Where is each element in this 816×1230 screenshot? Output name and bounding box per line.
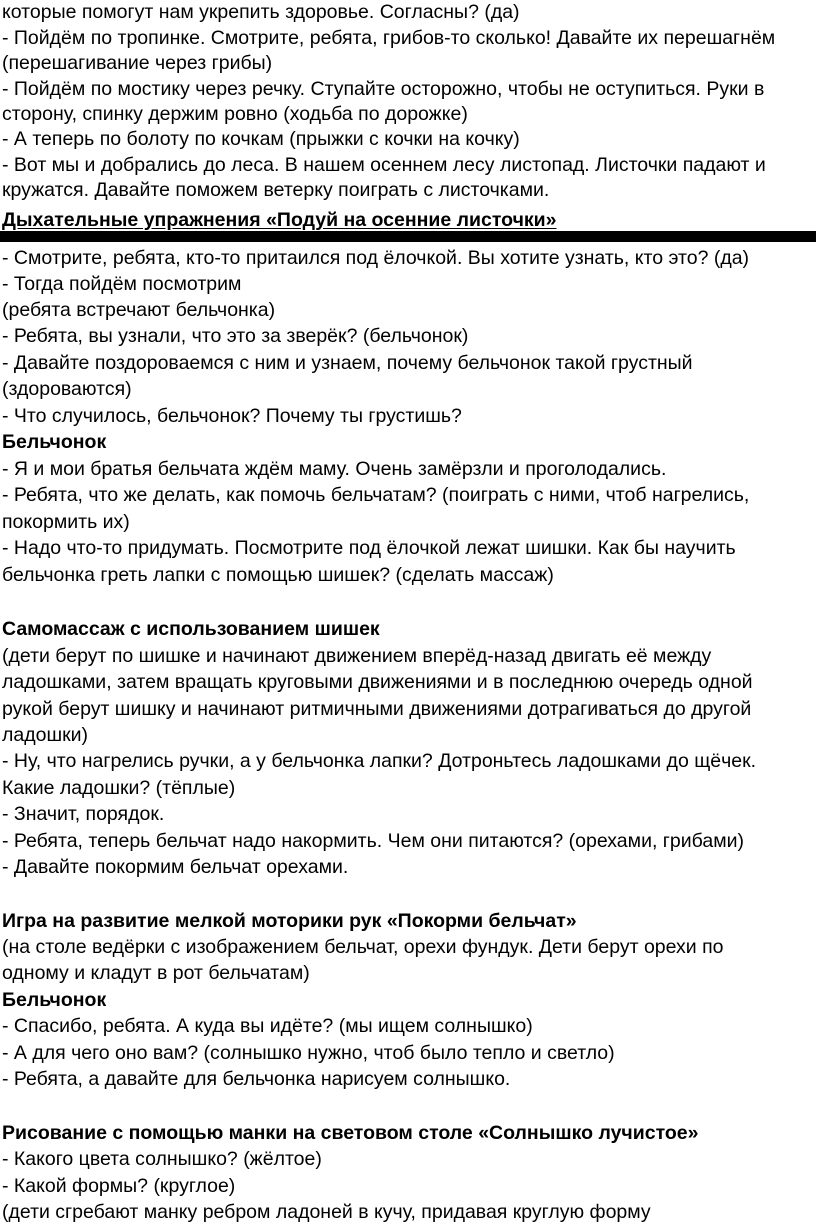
body-text-line: - Давайте покормим бельчат орехами. xyxy=(2,856,349,878)
body-text-line: - Ребята, вы узнали, что это за зверёк? (бельчонок) xyxy=(2,325,469,347)
section-heading-semolina-drawing: Рисование с помощью манки на световом столе «Солнышко лучистое» xyxy=(2,1122,699,1144)
speaker-label: Бельчонок xyxy=(2,431,107,453)
body-text-line: - Какой формы? (круглое) xyxy=(2,1175,236,1197)
body-text-line: - Спасибо, ребята. А куда вы идёте? (мы ищем солнышко) xyxy=(2,1015,533,1037)
body-text-line: Какие ладошки? (тёплые) xyxy=(2,777,236,799)
section-heading-breathing-exercises: Дыхательные упражнения «Подуй на осенние листочки» xyxy=(2,209,557,231)
body-text-line: - Я и мои братья бельчата ждём маму. Очень замёрзли и проголодались. xyxy=(2,458,667,480)
body-text-line: (здороваются) xyxy=(2,378,132,400)
body-text-line: - Ребята, что же делать, как помочь бельчатам? (поиграть с ними, чтоб нагрелись, xyxy=(2,484,750,506)
body-text-line: - А для чего оно вам? (солнышко нужно, чтоб было тепло и светло) xyxy=(2,1042,615,1064)
body-text-line: - Что случилось, бельчонок? Почему ты грустишь? xyxy=(2,405,462,427)
body-text-line: - Вот мы и добрались до леса. В нашем осеннем лесу листопад. Листочки падают и xyxy=(2,154,766,176)
body-text-line: которые помогут нам укрепить здоровье. Согласны? (да) xyxy=(2,1,520,23)
body-text-line: (дети сгребают манку ребром ладоней в кучу, придавая круглую форму xyxy=(2,1201,651,1223)
body-text-line: (дети берут по шишке и начинают движением вперёд-назад двигать её между xyxy=(2,645,712,667)
body-text-line: бельчонка греть лапки с помощью шишек? (сделать массаж) xyxy=(2,564,554,586)
body-text-line: - Ну, что нагрелись ручки, а у бельчонка лапки? Дотроньтесь ладошками до щёчек. xyxy=(2,750,757,772)
body-text-line: кружатся. Давайте поможем ветерку поиграть с листочками. xyxy=(2,179,550,201)
section-heading-self-massage: Самомассаж с использованием шишек xyxy=(2,618,380,640)
body-text-line: - Пойдём по мостику через речку. Ступайте осторожно, чтобы не оступиться. Руки в xyxy=(2,78,765,100)
body-text-line: - Ребята, теперь бельчат надо накормить. Чем они питаются? (орехами, грибами) xyxy=(2,830,744,852)
body-text-line: - Смотрите, ребята, кто-то притаился под ёлочкой. Вы хотите узнать, кто это? (да) xyxy=(2,247,750,269)
speaker-label: Бельчонок xyxy=(2,989,107,1011)
body-text-line: - Значит, порядок. xyxy=(2,803,165,825)
body-text-line: - Пойдём по тропинке. Смотрите, ребята, грибов-то сколько! Давайте их перешагнём xyxy=(2,27,776,49)
body-text-line: покормить их) xyxy=(2,511,130,533)
body-text-line: рукой берут шишку и начинают ритмичными движениями дотрагиваться до другой xyxy=(2,698,752,720)
body-text-line: ладошками, затем вращать круговыми движениями и в последнюю очередь одной xyxy=(2,671,753,693)
horizontal-rule xyxy=(0,231,816,242)
body-text-line: - Надо что-то придумать. Посмотрите под ёлочкой лежат шишки. Как бы научить xyxy=(2,537,736,559)
body-text-line: - Какого цвета солнышко? (жёлтое) xyxy=(2,1148,322,1170)
body-text-line: - Давайте поздороваемся с ним и узнаем, почему бельчонок такой грустный xyxy=(2,352,693,374)
body-text-line: сторону, спинку держим ровно (ходьба по дорожке) xyxy=(2,103,468,125)
body-text-line: - Ребята, а давайте для бельчонка нарисуем солнышко. xyxy=(2,1068,511,1090)
section-heading-fine-motor-game: Игра на развитие мелкой моторики рук «Покорми бельчат» xyxy=(2,910,577,932)
body-text-line: (ребята встречают бельчонка) xyxy=(2,299,276,321)
body-text-line: (на столе ведёрки с изображением бельчат, орехи фундук. Дети берут орехи по xyxy=(2,936,724,958)
body-text-line: - Тогда пойдём посмотрим xyxy=(2,273,242,295)
body-text-line: - А теперь по болоту по кочкам (прыжки с кочки на кочку) xyxy=(2,128,520,150)
body-text-line: ладошки) xyxy=(2,724,89,746)
body-text-line: одному и кладут в рот бельчатам) xyxy=(2,962,310,984)
body-text-line: (перешагивание через грибы) xyxy=(2,52,273,74)
